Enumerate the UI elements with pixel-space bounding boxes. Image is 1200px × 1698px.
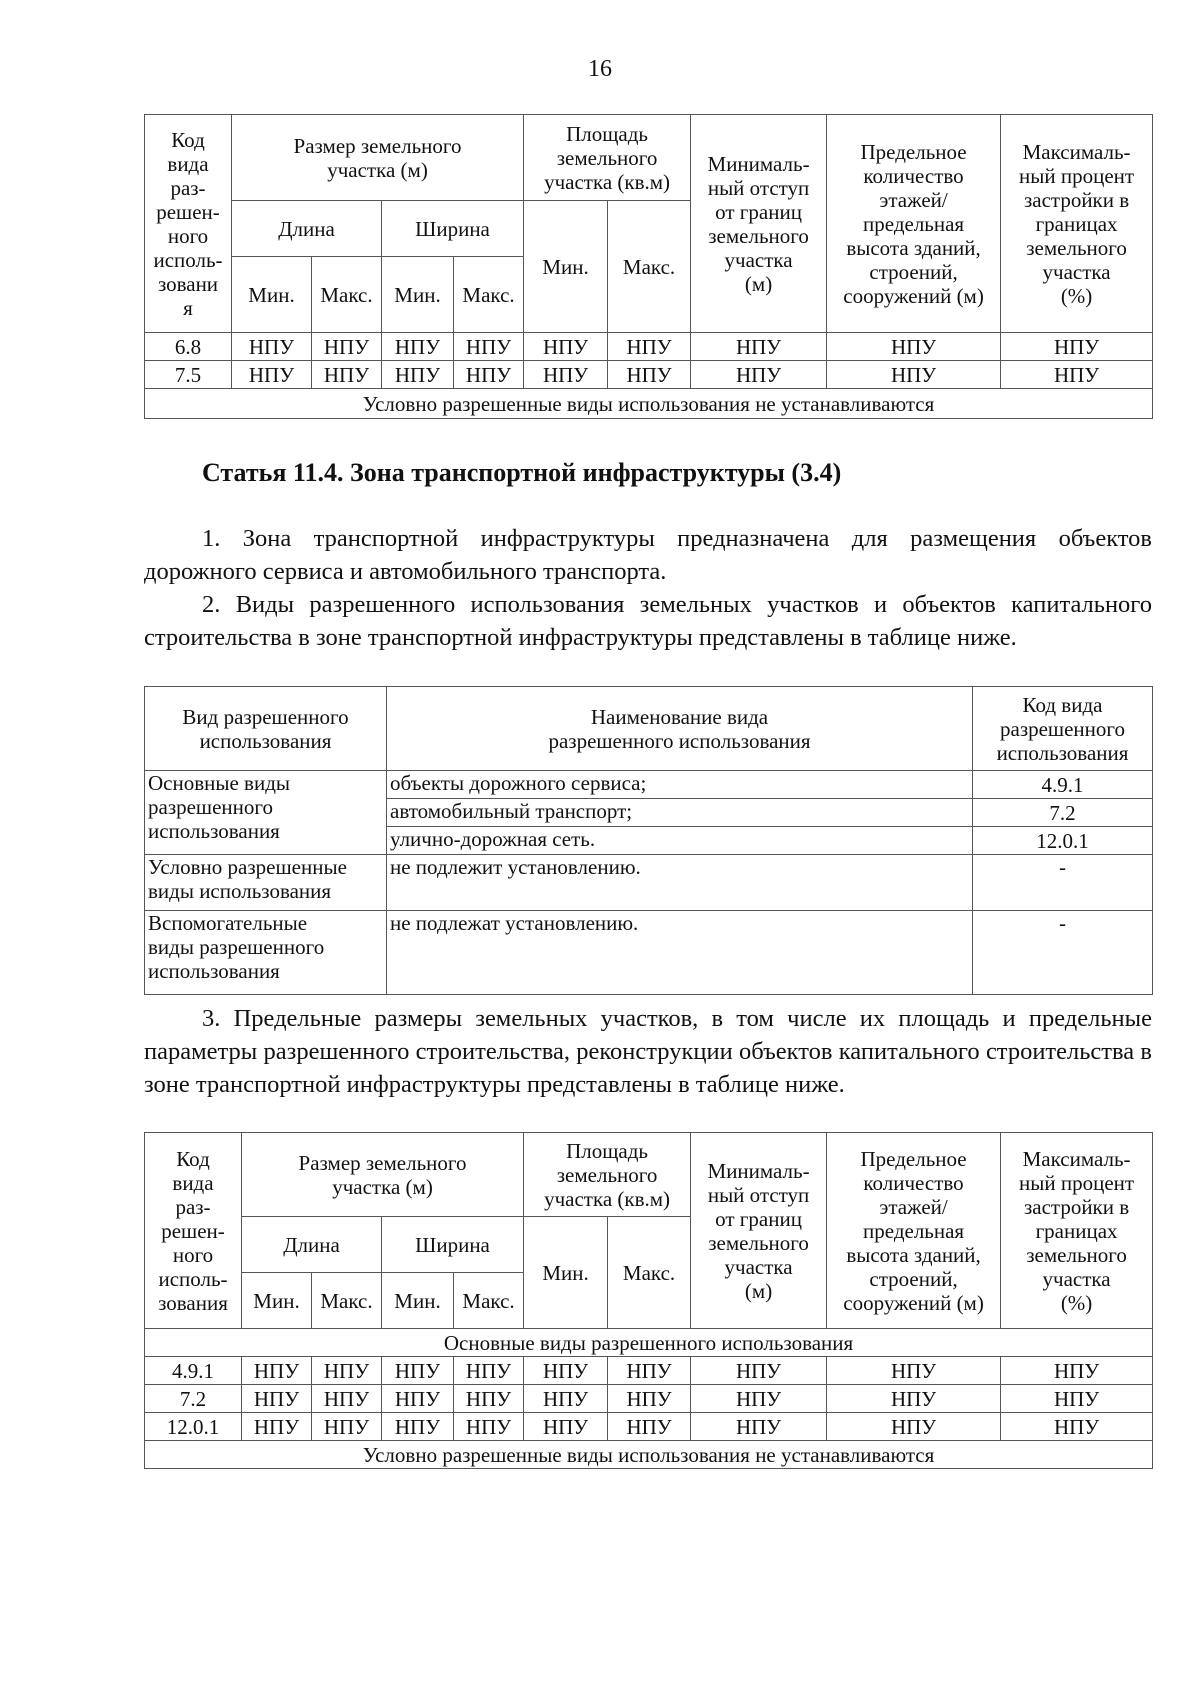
header-length-max: Макс. — [312, 1273, 382, 1329]
cell: НПУ — [608, 1385, 691, 1413]
cell: НПУ — [827, 1385, 1001, 1413]
header-width-min: Мин. — [382, 1273, 454, 1329]
cell: НПУ — [312, 1357, 382, 1385]
paragraph-2: 2. Виды разрешенного использования земельных участков и объектов капитального строительства в зоне транспортной инфраструктуры представлены в таблице ниже. — [144, 591, 1152, 651]
cell: НПУ — [382, 361, 454, 389]
cell: НПУ — [382, 1413, 454, 1441]
header-code: Код вида раз- решен- ного исполь- зования — [145, 1133, 242, 1329]
cell: НПУ — [524, 1357, 608, 1385]
header-coverage: Максималь- ный процент застройки в границах земельного участка (%) — [1001, 1133, 1153, 1329]
header-code: Код вида раз- решен- ного исполь- зовани я — [145, 115, 232, 333]
cell: НПУ — [608, 1357, 691, 1385]
cell: НПУ — [691, 333, 827, 361]
table-row — [145, 1385, 1153, 1413]
cell: НПУ — [242, 1357, 312, 1385]
cell: НПУ — [608, 333, 691, 361]
cell: НПУ — [312, 1385, 382, 1413]
row-code: 7.2 — [145, 1385, 242, 1413]
cell: НПУ — [608, 1413, 691, 1441]
header-use-kind: Вид разрешенного использования — [145, 687, 387, 771]
cell: НПУ — [524, 361, 608, 389]
header-floors: Предельное количество этажей/ предельная высота зданий, строений, сооружений (м) — [827, 115, 1001, 333]
use-code: - — [973, 911, 1153, 995]
cell: НПУ — [232, 361, 312, 389]
cell: НПУ — [1001, 1385, 1153, 1413]
parameters-table-top — [144, 114, 1153, 419]
cell: НПУ — [242, 1413, 312, 1441]
row-code: 4.9.1 — [145, 1357, 242, 1385]
header-length-max: Макс. — [312, 257, 382, 333]
header-setback: Минималь- ный отступ от границ земельного участка (м) — [691, 1133, 827, 1329]
header-use-code: Код вида разрешенного использования — [973, 687, 1153, 771]
cell: НПУ — [691, 361, 827, 389]
table-row — [145, 361, 1153, 389]
cell: НПУ — [242, 1385, 312, 1413]
cell: НПУ — [691, 1413, 827, 1441]
table-row — [145, 333, 1153, 361]
header-area-max: Макс. — [608, 1217, 691, 1329]
conditional-uses-label: Условно разрешенные виды использования — [145, 855, 387, 911]
header-length-min: Мин. — [242, 1273, 312, 1329]
header-width: Ширина — [382, 201, 524, 257]
table-row — [145, 911, 1153, 995]
table-footer-note: Условно разрешенные виды использования не устанавливаются — [145, 1441, 1153, 1469]
header-coverage: Максималь- ный процент застройки в границах земельного участка (%) — [1001, 115, 1153, 333]
header-floors: Предельное количество этажей/ предельная высота зданий, строений, сооружений (м) — [827, 1133, 1001, 1329]
auxiliary-uses-label: Вспомогательные виды разрешенного использования — [145, 911, 387, 995]
cell: НПУ — [312, 361, 382, 389]
cell: НПУ — [1001, 1413, 1153, 1441]
cell: НПУ — [382, 333, 454, 361]
cell: НПУ — [312, 1413, 382, 1441]
header-width-max: Макс. — [454, 257, 524, 333]
header-width-min: Мин. — [382, 257, 454, 333]
header-area-min: Мин. — [524, 1217, 608, 1329]
header-length-min: Мин. — [232, 257, 312, 333]
cell: НПУ — [1001, 333, 1153, 361]
row-code: 12.0.1 — [145, 1413, 242, 1441]
cell: НПУ — [382, 1357, 454, 1385]
use-code: 4.9.1 — [973, 771, 1153, 799]
table-row — [145, 1357, 1153, 1385]
header-area: Площадь земельного участка (кв.м) — [524, 1133, 691, 1217]
paragraph-3: 3. Предельные размеры земельных участков, в том числе их площадь и предельные параметры разрешенного строительства, реконструкции объектов капитального строительства в зоне транспортной инфраструктуры представлены в таблице ниже. — [144, 1005, 1152, 1098]
use-name: автомобильный транспорт; — [387, 799, 973, 827]
page-number: 16 — [588, 56, 612, 82]
cell: НПУ — [524, 1413, 608, 1441]
cell: НПУ — [232, 333, 312, 361]
header-setback: Минималь- ный отступ от границ земельного участка (м) — [691, 115, 827, 333]
header-use-name: Наименование вида разрешенного использования — [387, 687, 973, 771]
header-area: Площадь земельного участка (кв.м) — [524, 115, 691, 201]
use-name: улично-дорожная сеть. — [387, 827, 973, 855]
header-length: Длина — [232, 201, 382, 257]
header-plot-size: Размер земельного участка (м) — [232, 115, 524, 201]
article-heading: Статья 11.4. Зона транспортной инфраструктуры (3.4) — [202, 458, 842, 487]
header-area-max: Макс. — [608, 201, 691, 333]
header-area-min: Мин. — [524, 201, 608, 333]
permitted-use-table — [144, 686, 1153, 995]
main-uses-label: Основные виды разрешенного использования — [145, 771, 387, 855]
table-row — [145, 855, 1153, 911]
row-code: 6.8 — [145, 333, 232, 361]
cell: НПУ — [524, 1385, 608, 1413]
cell: НПУ — [312, 333, 382, 361]
cell: НПУ — [827, 361, 1001, 389]
cell: НПУ — [1001, 361, 1153, 389]
use-code: - — [973, 855, 1153, 911]
use-name: не подлежат установлению. — [387, 911, 973, 995]
header-width-max: Макс. — [454, 1273, 524, 1329]
table-row — [145, 1413, 1153, 1441]
table-row — [145, 771, 1153, 799]
cell: НПУ — [454, 333, 524, 361]
cell: НПУ — [827, 333, 1001, 361]
use-name: не подлежит установлению. — [387, 855, 973, 911]
cell: НПУ — [454, 361, 524, 389]
section-row-main-uses: Основные виды разрешенного использования — [145, 1329, 1153, 1357]
cell: НПУ — [1001, 1357, 1153, 1385]
header-length: Длина — [242, 1217, 382, 1273]
cell: НПУ — [382, 1385, 454, 1413]
cell: НПУ — [827, 1357, 1001, 1385]
header-width: Ширина — [382, 1217, 524, 1273]
cell: НПУ — [454, 1385, 524, 1413]
cell: НПУ — [524, 333, 608, 361]
use-name: объекты дорожного сервиса; — [387, 771, 973, 799]
table-footer-note: Условно разрешенные виды использования не устанавливаются — [145, 389, 1153, 419]
use-code: 7.2 — [973, 799, 1153, 827]
header-plot-size: Размер земельного участка (м) — [242, 1133, 524, 1217]
row-code: 7.5 — [145, 361, 232, 389]
parameters-table-bottom — [144, 1132, 1153, 1469]
cell: НПУ — [827, 1413, 1001, 1441]
paragraph-1: 1. Зона транспортной инфраструктуры предназначена для размещения объектов дорожного сервиса и автомобильного транспорта. — [144, 525, 1152, 585]
cell: НПУ — [454, 1357, 524, 1385]
cell: НПУ — [691, 1357, 827, 1385]
cell: НПУ — [608, 361, 691, 389]
cell: НПУ — [691, 1385, 827, 1413]
cell: НПУ — [454, 1413, 524, 1441]
use-code: 12.0.1 — [973, 827, 1153, 855]
